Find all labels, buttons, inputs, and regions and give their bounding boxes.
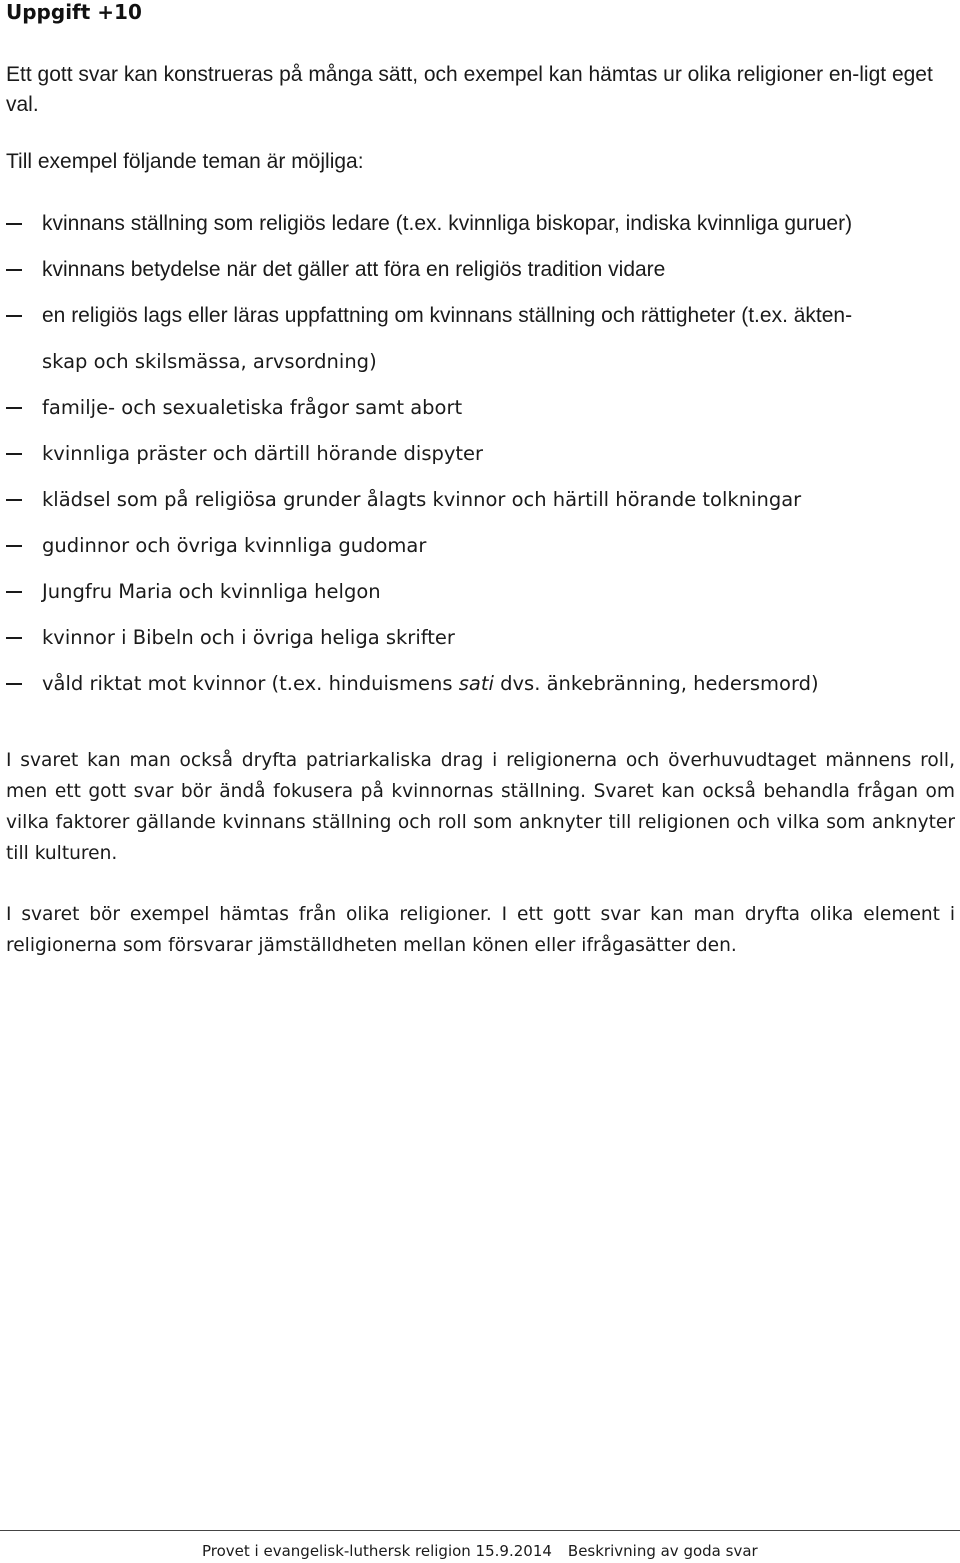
dash-bullet-icon <box>6 223 22 225</box>
dash-bullet-icon <box>6 315 22 317</box>
list-item <box>0 209 955 239</box>
dash-bullet-icon <box>6 453 22 455</box>
list-item <box>0 623 955 653</box>
dash-bullet-icon <box>6 407 22 409</box>
list-item <box>0 255 955 285</box>
list-item <box>0 301 955 331</box>
theme-list-lead: Till exempel följande teman är möjliga: <box>6 150 364 173</box>
list-item-text: kvinnliga präster och därtill hörande dispyter <box>42 442 484 465</box>
dash-bullet-icon <box>6 683 22 685</box>
list-item-text: kvinnor i Bibeln och i övriga heliga skrifter <box>42 626 455 649</box>
footer-divider <box>0 1530 960 1531</box>
list-item-text: familje- och sexualetiska frågor samt abort <box>42 396 463 419</box>
list-item <box>0 577 955 607</box>
list-item-text-end: dvs. änkebränning, hedersmord) <box>493 672 819 695</box>
page-heading: Uppgift +10 <box>6 0 142 24</box>
list-item <box>0 531 955 561</box>
page-footer <box>202 1541 758 1561</box>
list-item <box>0 485 955 515</box>
body-paragraph: I svaret bör exempel hämtas från olika religioner. I ett gott svar kan man dryfta olika element i religionerna som försvarar jämställdheten mellan könen eller ifrågasätter den. <box>6 904 955 956</box>
list-item <box>0 439 955 469</box>
list-item-continuation: skap och skilsmässa, arvsordning) <box>42 350 377 373</box>
list-item-text: klädsel som på religiösa grunder ålagts kvinnor och härtill hörande tolkningar <box>42 488 802 511</box>
dash-bullet-icon <box>6 637 22 639</box>
dash-bullet-icon <box>6 499 22 501</box>
list-item-text: gudinnor och övriga kvinnliga gudomar <box>42 534 427 557</box>
list-item-text: kvinnans betydelse när det gäller att föra en religiös tradition vidare <box>42 258 666 281</box>
list-item-text: Jungfru Maria och kvinnliga helgon <box>42 580 381 603</box>
dash-bullet-icon <box>6 269 22 271</box>
italic-term: sati <box>458 672 494 695</box>
dash-bullet-icon <box>6 545 22 547</box>
dash-bullet-icon <box>6 591 22 593</box>
footer-document-title: Beskrivning av goda svar <box>567 1542 758 1560</box>
list-item-text <box>42 669 819 699</box>
footer-exam-title: Provet i evangelisk-luthersk religion 15.9.2014 <box>202 1542 552 1560</box>
list-item-text: kvinnans ställning som religiös ledare (t.ex. kvinnliga biskopar, indiska kvinnliga guruer) <box>42 212 853 235</box>
list-item <box>0 669 955 699</box>
list-item-text: en religiös lags eller läras uppfattning om kvinnans ställning och rättigheter (t.ex. äkten- <box>42 304 853 327</box>
list-item <box>0 393 955 423</box>
list-item-text-start: våld riktat mot kvinnor (t.ex. hinduismens <box>42 672 459 695</box>
intro-paragraph: Ett gott svar kan konstrueras på många sätt, och exempel kan hämtas ur olika religioner en-ligt eget val. <box>6 63 933 116</box>
body-paragraph: I svaret kan man också dryfta patriarkaliska drag i religionerna och överhuvudtaget männens roll, men ett gott svar bör ändå fokusera på kvinnornas ställning. Svaret kan också behandla frågan om vilka faktorer gällande kvinnans ställning och roll som anknyter till religionen och vilka som anknyter till kulturen. <box>6 750 955 864</box>
